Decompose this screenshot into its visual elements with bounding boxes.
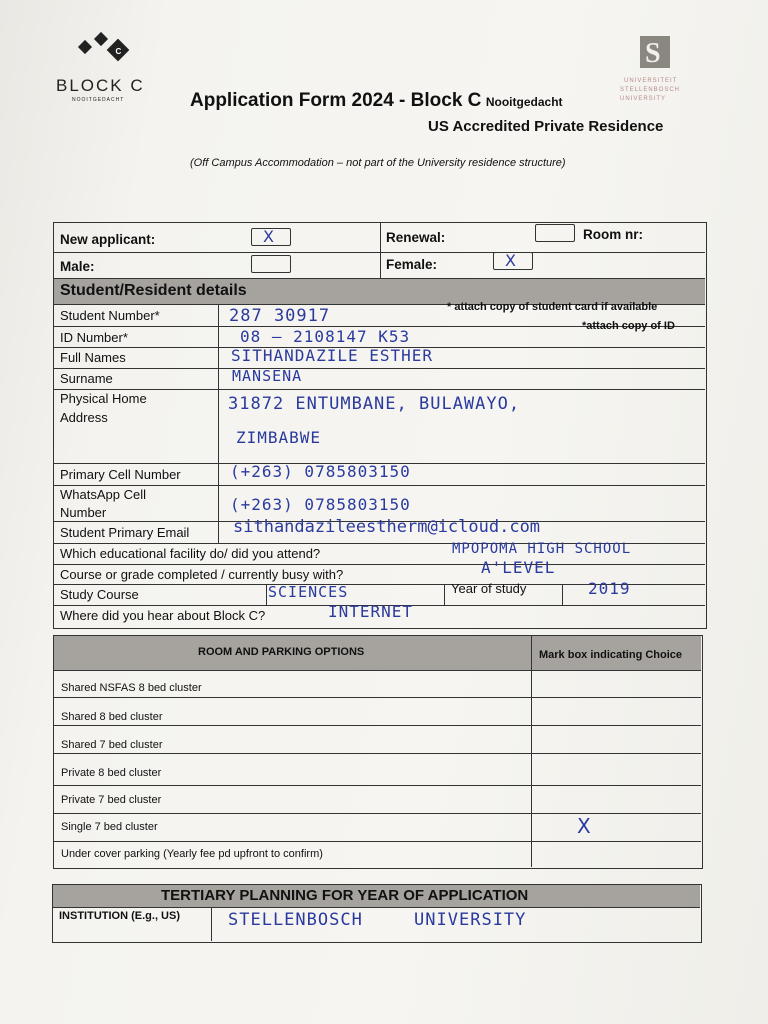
- student-card-note: * attach copy of student card if available: [447, 301, 658, 313]
- form-title-suffix: Nooitgedacht: [485, 95, 563, 109]
- student-number-label: Student Number*: [60, 308, 160, 323]
- primary-cell-label: Primary Cell Number: [60, 467, 181, 482]
- room-option-2: Shared 8 bed cluster: [61, 711, 163, 723]
- whatsapp-value[interactable]: (+263) 0785803150: [230, 495, 411, 514]
- university-crest: [620, 34, 700, 109]
- form-note: (Off Campus Accommodation – not part of the University residence structure): [190, 157, 566, 169]
- whatsapp-label-line1: WhatsApp Cell: [60, 487, 146, 502]
- whatsapp-label-line2: Number: [60, 505, 107, 520]
- female-mark: X: [505, 251, 516, 270]
- block-c-logo: [56, 30, 170, 110]
- renewal-label: Renewal:: [386, 230, 446, 245]
- address-value-line1[interactable]: 31872 ENTUMBANE, BULAWAYO,: [228, 394, 521, 414]
- facility-label: Which educational facility do/ did you attend?: [60, 546, 321, 561]
- hear-about-label: Where did you hear about Block C?: [60, 608, 266, 623]
- institution-value[interactable]: STELLENBOSCH UNIVERSITY: [228, 910, 527, 930]
- form-title-main: Application Form 2024 - Block C: [190, 90, 482, 111]
- address-value-line2[interactable]: ZIMBABWE: [236, 428, 322, 447]
- room-option-7: Under cover parking (Yearly fee pd upfront to confirm): [61, 848, 323, 860]
- male-label: Male:: [60, 259, 95, 274]
- room-option-6: Single 7 bed cluster: [61, 821, 158, 833]
- single-7-bed-choice-mark[interactable]: X: [577, 814, 591, 838]
- room-option-5: Private 7 bed cluster: [61, 794, 162, 806]
- facility-value[interactable]: MPOPOMA HIGH SCHOOL: [452, 541, 632, 557]
- form-title: [190, 90, 563, 112]
- year-of-study-value[interactable]: 2019: [588, 579, 631, 598]
- student-number-value[interactable]: 287 30917: [229, 306, 331, 326]
- address-label-line1: Physical Home: [60, 391, 147, 406]
- renewal-checkbox[interactable]: [535, 224, 575, 242]
- study-course-label: Study Course: [60, 587, 139, 602]
- logo-subtitle: NOOITGEDACHT: [72, 97, 125, 103]
- room-option-3: Shared 7 bed cluster: [61, 739, 163, 751]
- id-copy-note: *attach copy of ID: [582, 320, 675, 332]
- university-name-line3: UNIVERSITY: [620, 96, 667, 102]
- university-name-line2: STELLENBOSCH: [620, 87, 681, 93]
- grade-label: Course or grade completed / currently busy with?: [60, 567, 344, 582]
- university-crest-icon: [638, 34, 678, 70]
- full-names-value[interactable]: SITHANDAZILE ESTHER: [231, 346, 434, 365]
- surname-label: Surname: [60, 371, 113, 386]
- block-c-logo-mark: [60, 30, 170, 78]
- institution-label: INSTITUTION (E.g., US): [59, 910, 180, 922]
- room-options-heading: ROOM AND PARKING OPTIONS: [198, 646, 365, 658]
- new-applicant-mark: X: [263, 227, 274, 246]
- year-of-study-label: Year of study: [451, 581, 527, 596]
- svg-text:S: S: [645, 38, 661, 69]
- hear-about-value[interactable]: INTERNET: [328, 602, 414, 621]
- form-subtitle: US Accredited Private Residence: [428, 118, 664, 135]
- university-name-line1: UNIVERSITEIT: [624, 78, 678, 84]
- new-applicant-label: New applicant:: [60, 232, 156, 247]
- primary-cell-value[interactable]: (+263) 0785803150: [230, 462, 411, 481]
- id-number-value[interactable]: 08 – 2108147 K53: [240, 327, 411, 346]
- tertiary-planning-heading: TERTIARY PLANNING FOR YEAR OF APPLICATION: [161, 887, 529, 904]
- surname-value[interactable]: MANSENA: [232, 367, 303, 385]
- grade-value[interactable]: A'LEVEL: [481, 558, 556, 577]
- room-option-1: Shared NSFAS 8 bed cluster: [61, 682, 202, 694]
- female-label: Female:: [386, 257, 438, 272]
- room-option-4: Private 8 bed cluster: [61, 767, 162, 779]
- id-number-label: ID Number*: [60, 330, 128, 345]
- logo-title: BLOCK C: [56, 76, 145, 95]
- choice-column-heading: Mark box indicating Choice: [539, 649, 683, 661]
- address-label-line2: Address: [60, 410, 108, 425]
- email-value[interactable]: sithandazileestherm@icloud.com: [233, 517, 541, 537]
- svg-text:C: C: [115, 47, 122, 56]
- full-names-label: Full Names: [60, 350, 126, 365]
- student-details-heading: Student/Resident details: [60, 282, 247, 299]
- male-checkbox[interactable]: [251, 255, 291, 273]
- room-nr-label: Room nr:: [583, 227, 643, 242]
- study-course-value[interactable]: SCIENCES: [268, 583, 349, 601]
- email-label: Student Primary Email: [60, 525, 190, 540]
